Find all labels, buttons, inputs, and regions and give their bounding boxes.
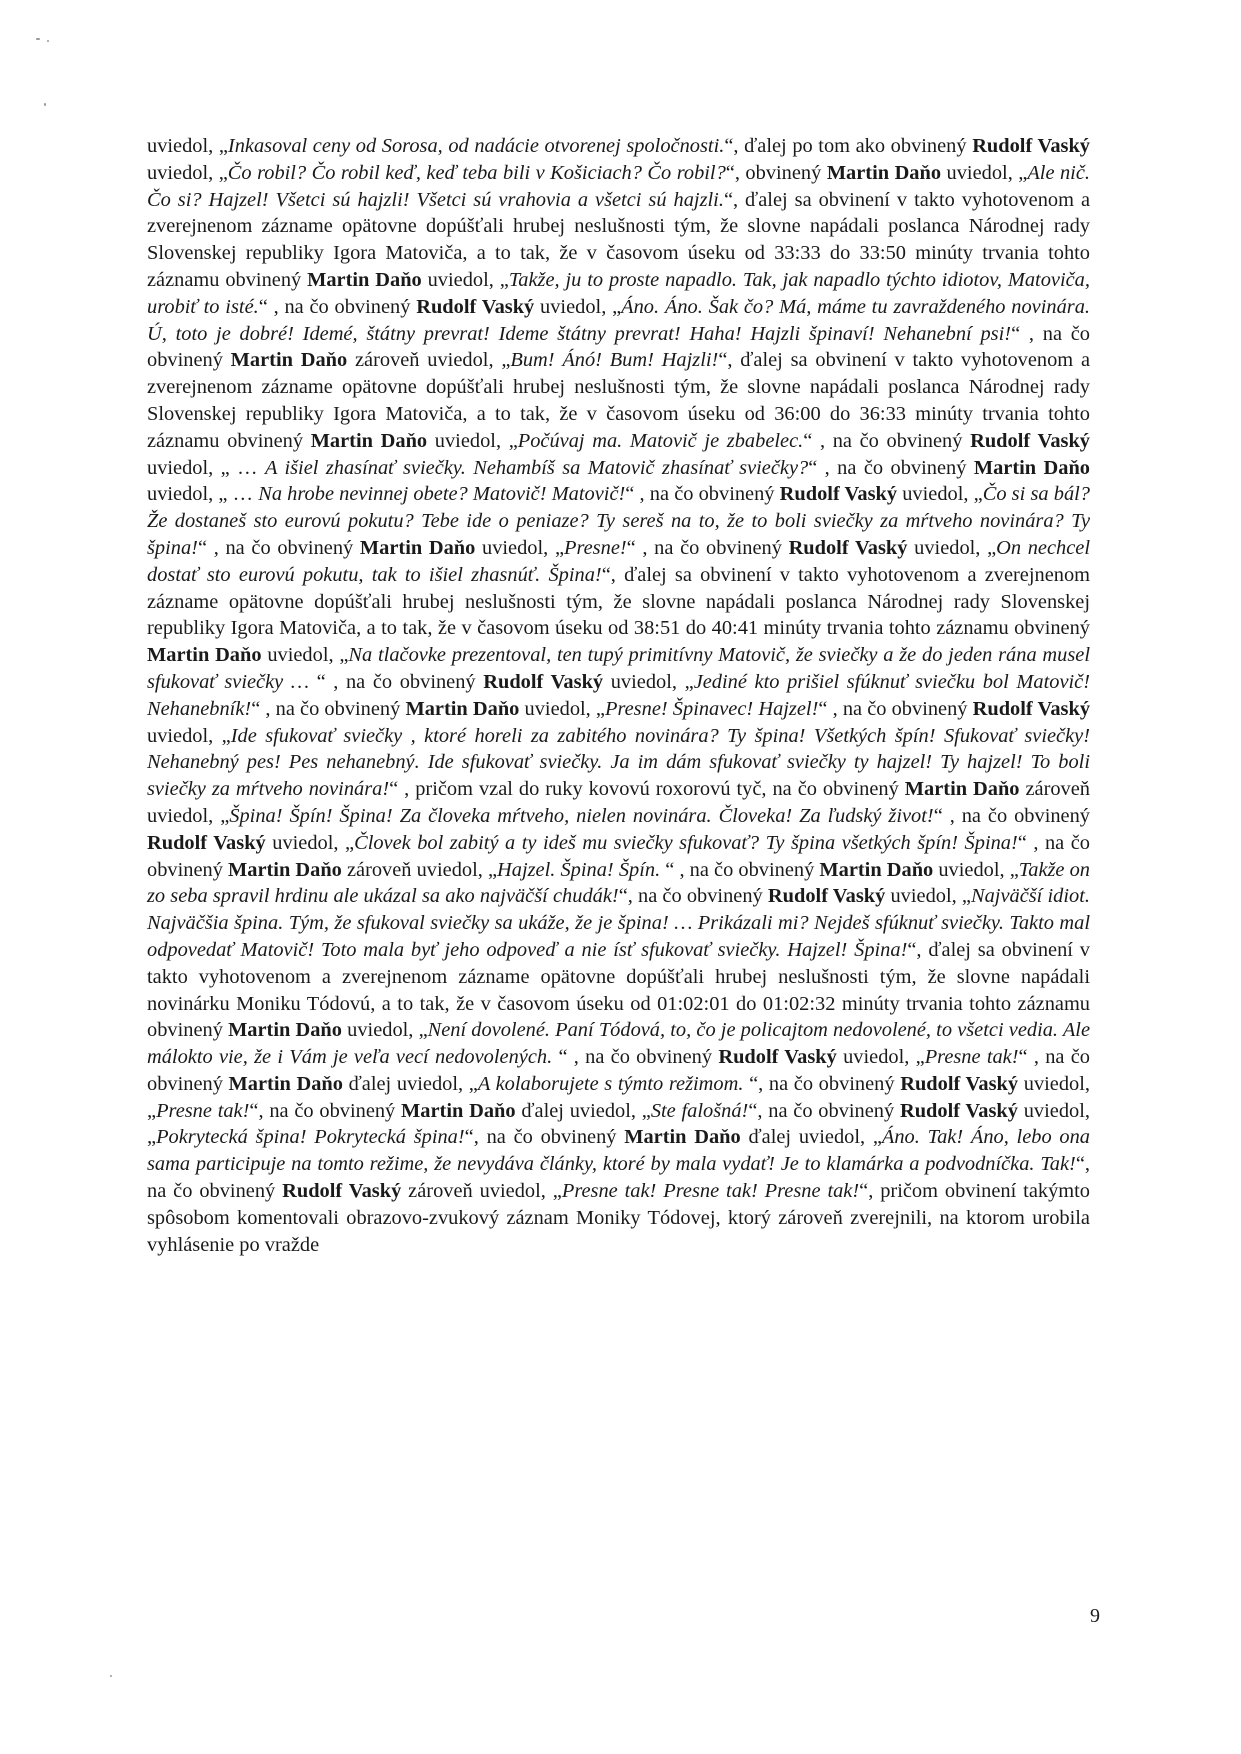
- defendant-name: Martin Daňo: [307, 268, 422, 291]
- defendant-name: Rudolf Vaský: [147, 831, 266, 854]
- defendant-name: Martin Daňo: [230, 349, 348, 372]
- body-text-run: zároveň uviedol, „: [147, 778, 1091, 827]
- defendant-name: Rudolf Vaský: [900, 1072, 1019, 1095]
- body-text-run: ďalej uviedol, „: [342, 1072, 478, 1095]
- body-text-run: “, na čo obvinený: [618, 885, 768, 908]
- defendant-name: Martin Daňo: [310, 429, 428, 452]
- defendant-name: Martin Daňo: [228, 1072, 343, 1095]
- body-text-run: uviedol, „: [885, 885, 971, 908]
- body-text-run: uviedol, „ …: [147, 483, 259, 506]
- body-text-run: uviedol, „: [836, 1046, 925, 1069]
- quoted-speech: Najväčší idiot. Najväčšia špina. Tým, že sfukoval sviečky sa ukáže, že je špina! … Prikázali mi? Nejdeš sfúknuť sviečky. Takto mal odpovedať Matovič! Toto mala byť jeho odpoveď a nie ísť sfukovať sviečky. Hajzel! Špina!: [147, 885, 1090, 961]
- defendant-name: Martin Daňo: [401, 1099, 516, 1122]
- defendant-name: Rudolf Vaský: [788, 536, 908, 559]
- body-text-run: “ , na čo obvinený: [147, 831, 1090, 881]
- defendant-name: Rudolf Vaský: [779, 483, 898, 506]
- body-text-run: “ , na čo obvinený: [625, 483, 780, 506]
- body-text-run: ďalej uviedol, „: [515, 1099, 651, 1122]
- body-text-run: uviedol, „: [519, 697, 605, 720]
- quoted-speech: Inkasoval ceny od Sorosa, od nadácie otvorenej spoločnosti.: [227, 135, 725, 157]
- body-text-run: zároveň uviedol, „: [401, 1180, 562, 1203]
- body-text-run: uviedol, „: [427, 429, 518, 452]
- body-text-run: “ , na čo obvinený: [197, 536, 360, 559]
- scan-speck: [44, 103, 46, 106]
- body-text-run: “, ďalej sa obvinení v takto vyhotovenom a zverejnenom zázname opätovne dopúšťali hrubej neslušnosti tým, že slovne napádali poslanca Národnej rady Slovenskej republiky Igora Matoviča, a to tak, že v časovom úseku od 38:51 do 40:41 minúty trvania tohto záznamu obvinený: [147, 563, 1091, 640]
- quoted-speech: Presne! Špinavec! Hajzel!: [605, 697, 819, 720]
- quoted-speech: Čo si sa bál? Že dostaneš sto eurovú pokutu? Tebe ide o peniaze? Ty sereš na to, že to boli sviečky za mŕtveho novinára? Ty špina!: [147, 483, 1091, 559]
- body-text-run: uviedol, „: [603, 670, 694, 693]
- body-text-run: uviedol, „: [261, 644, 349, 667]
- quoted-speech: Na tlačovke prezentoval, ten tupý primitívny Matovič, že sviečky a že do jeden rána musel sfukovať sviečky …: [147, 644, 1090, 693]
- body-text-run: “ , na čo obvinený: [552, 1046, 719, 1069]
- body-text-run: uviedol, „: [147, 135, 228, 157]
- quoted-speech: Počúvaj ma. Matovič je zbabelec.: [517, 429, 804, 452]
- defendant-name: Martin Daňo: [228, 1019, 342, 1042]
- body-text-run: ďalej uviedol, „: [740, 1126, 882, 1149]
- body-text-run: “, ďalej sa obvinení v takto vyhotovenom a zverejnenom zázname opätovne dopúšťali hrubej neslušnosti tým, že slovne napádali novinárku Moniku Tódovú, a to tak, že v časovom úseku od 01:02:01 do 01:02:32 minúty trvania tohto záznamu obvinený: [147, 938, 1090, 1042]
- quoted-speech: Špina! Špín! Špina! Za človeka mŕtveho, nielen novinára. Človeka! Za ľudský život!: [229, 804, 934, 827]
- body-text-run: uviedol, „: [147, 724, 231, 747]
- defendant-name: Martin Daňo: [359, 536, 476, 559]
- body-text-run: uviedol, „: [147, 161, 228, 184]
- body-text-run: “, na čo obvinený: [249, 1099, 402, 1122]
- body-text-run: “, na čo obvinený: [748, 1099, 900, 1122]
- body-text-run: “ , na čo obvinený: [803, 429, 971, 452]
- body-text-run: uviedol, „: [897, 483, 983, 506]
- body-text-run: uviedol, „: [147, 1099, 1090, 1149]
- defendant-name: Rudolf Vaský: [416, 295, 535, 318]
- quoted-speech: Presne tak!: [156, 1099, 250, 1122]
- body-text-run: uviedol, „: [933, 858, 1019, 881]
- quoted-speech: Bum! Ánó! Bum! Hajzli!: [510, 349, 719, 372]
- quoted-speech: Pokrytecká špina! Pokrytecká špina!: [156, 1126, 465, 1149]
- quoted-speech: Jediné kto prišiel sfúknuť sviečku bol Matovič! Nehanebník!: [147, 670, 1090, 720]
- body-text-run: “, ďalej sa obvinení v takto vyhotovenom a zverejnenom zázname opätovne dopúšťali hrubej neslušnosti tým, že slovne napádali poslanca Národnej rady Slovenskej republiky Igora Matoviča, a to tak, že v časovom úseku od 36:00 do 36:33 minúty trvania tohto záznamu obvinený: [147, 349, 1090, 452]
- body-text-run: “ , na čo obvinený: [808, 456, 974, 479]
- quoted-speech: Presne!: [564, 536, 627, 559]
- body-text-run: zároveň uviedol, „: [347, 349, 511, 372]
- defendant-name: Rudolf Vaský: [899, 1099, 1018, 1122]
- body-text-run: uviedol, „: [341, 1019, 428, 1042]
- defendant-name: Rudolf Vaský: [767, 885, 886, 908]
- defendant-name: Rudolf Vaský: [970, 429, 1090, 452]
- body-paragraph: [147, 133, 1090, 1258]
- quoted-speech: Není dovolené. Paní Tódová, to, čo je policajtom nedovolené, to všetci vedia. Ale málokto vie, že i Vám je veľa vecí nedovolených.: [147, 1019, 1090, 1069]
- quoted-speech: Presne tak! Presne tak! Presne tak!: [561, 1180, 860, 1203]
- body-text-run: uviedol, „: [475, 536, 564, 559]
- defendant-name: Martin Daňo: [826, 161, 942, 184]
- quoted-speech: Áno. Tak! Áno, lebo ona sama participuje na tomto režime, že nevydáva články, ktoré by mala vydať! Je to klamárka a podvodníčka. Tak!: [147, 1126, 1090, 1176]
- body-text-run: “ , na čo obvinený: [818, 697, 973, 720]
- defendant-name: Rudolf Vaský: [972, 135, 1090, 157]
- body-text-run: “, na čo obvinený: [743, 1072, 901, 1095]
- body-text-run: “ , pričom vzal do ruky kovovú roxorovú tyč, na čo obvinený: [389, 778, 905, 801]
- defendant-name: Rudolf Vaský: [483, 670, 604, 693]
- defendant-name: Rudolf Vaský: [282, 1180, 402, 1203]
- quoted-speech: Ale nič. Čo si? Hajzel! Všetci sú hajzli! Všetci sú vrahovia a všetci sú hajzli.: [147, 161, 1090, 211]
- body-text-run: uviedol, „: [265, 831, 355, 854]
- quoted-speech: Takže, ju to proste napadlo. Tak, jak napadlo týchto idiotov, Matoviča, urobiť to isté.: [147, 268, 1090, 318]
- body-text-run: uviedol, „: [534, 295, 622, 318]
- body-text-run: uviedol, „: [941, 161, 1028, 184]
- defendant-name: Martin Daňo: [228, 858, 342, 881]
- body-text-run: “ , na čo obvinený: [251, 697, 406, 720]
- defendant-name: Rudolf Vaský: [972, 697, 1091, 720]
- quoted-speech: Ste falošná!: [650, 1099, 749, 1122]
- quoted-speech: On nechcel dostať sto eurovú pokutu, tak to išiel zhasnúť. Špina!: [147, 536, 1090, 586]
- defendant-name: Martin Daňo: [819, 858, 934, 881]
- quoted-speech: Čo robil? Čo robil keď, keď teba bili v Košiciach? Čo robil?: [227, 161, 726, 184]
- body-text-run: uviedol, „: [147, 1072, 1091, 1122]
- scan-speck: [110, 1675, 112, 1677]
- body-text-run: “, na čo obvinený: [147, 1153, 1090, 1203]
- scan-speck: [36, 38, 40, 40]
- quoted-speech: Áno. Áno. Šak čo? Má, máme tu zavraždeného novinára. Ú, toto je dobré! Idemé, štátny prevrat! Ideme štátny prevrat! Haha! Hajzli špinaví! Nehanební psi!: [147, 295, 1090, 345]
- page-number: 9: [1090, 1605, 1100, 1627]
- body-text-run: “ , na čo obvinený: [660, 858, 820, 881]
- body-text-run: “ , na čo obvinený: [147, 322, 1090, 372]
- quoted-speech: A kolaborujete s týmto režimom.: [477, 1072, 744, 1095]
- quoted-speech: Hajzel. Špina! Špín.: [497, 858, 661, 881]
- body-text-run: “ , na čo obvinený: [933, 804, 1091, 827]
- defendant-name: Martin Daňo: [405, 697, 520, 720]
- quoted-speech: Človek bol zabitý a ty ideš mu sviečky sfukovať? Ty špina všetkých špín! Špina!: [354, 831, 1018, 854]
- defendant-name: Martin Daňo: [624, 1126, 741, 1149]
- defendant-name: Martin Daňo: [904, 778, 1020, 801]
- quoted-speech: A išiel zhasínať sviečky. Nehambíš sa Matovič zhasínať sviečky?: [264, 456, 809, 479]
- quoted-speech: Ide sfukovať sviečky , ktoré horeli za zabitého novinára? Ty špina! Všetkých špín! Sfukovať sviečky! Nehanebný pes! Pes nehanebný. Ide sfukovať sviečky. Ja im dám sfukovať sviečky ty hajzel! Ty hajzel! To boli sviečky za mŕtveho novinára!: [147, 724, 1090, 801]
- quoted-speech: Presne tak!: [924, 1046, 1019, 1069]
- body-text-run: uviedol, „: [421, 268, 509, 291]
- quoted-speech: Takže on zo seba spravil hrdinu ale ukázal sa ako najväčší chudák!: [147, 858, 1090, 908]
- body-text-run: “ , na čo obvinený: [308, 670, 484, 693]
- defendant-name: Martin Daňo: [973, 456, 1090, 479]
- scan-speck: [47, 40, 49, 42]
- defendant-name: Martin Daňo: [147, 644, 262, 667]
- quoted-speech: Na hrobe nevinnej obete? Matovič! Matovič!: [258, 483, 626, 506]
- body-text-run: uviedol, „ …: [147, 456, 265, 479]
- body-text-run: “, na čo obvinený: [464, 1126, 625, 1149]
- body-text-run: “, ďalej po tom ako obvinený: [724, 135, 973, 157]
- defendant-name: Rudolf Vaský: [718, 1046, 837, 1069]
- body-text-run: “, ďalej sa obvinení v takto vyhotovenom a zverejnenom zázname opätovne dopúšťali hrubej neslušnosti tým, že slovne napádali poslanca Národnej rady Slovenskej republiky Igora Matoviča, a to tak, že v časovom úseku od 33:33 do 33:50 minúty trvania tohto záznamu obvinený: [147, 188, 1090, 291]
- body-text-run: “ , na čo obvinený: [258, 295, 417, 318]
- body-text-run: “ , na čo obvinený: [147, 1046, 1090, 1095]
- body-text-run: zároveň uviedol, „: [341, 858, 498, 881]
- body-text-run: “, pričom obvinení takýmto spôsobom komentovali obrazovo-zvukový záznam Moniky Tódovej, ktorý zároveň zverejnili, na ktorom urobila vyhlásenie po vražde: [147, 1180, 1090, 1256]
- body-text-run: “ , na čo obvinený: [626, 536, 789, 559]
- body-text-run: “, obvinený: [725, 161, 827, 184]
- body-text-run: uviedol, „: [907, 536, 997, 559]
